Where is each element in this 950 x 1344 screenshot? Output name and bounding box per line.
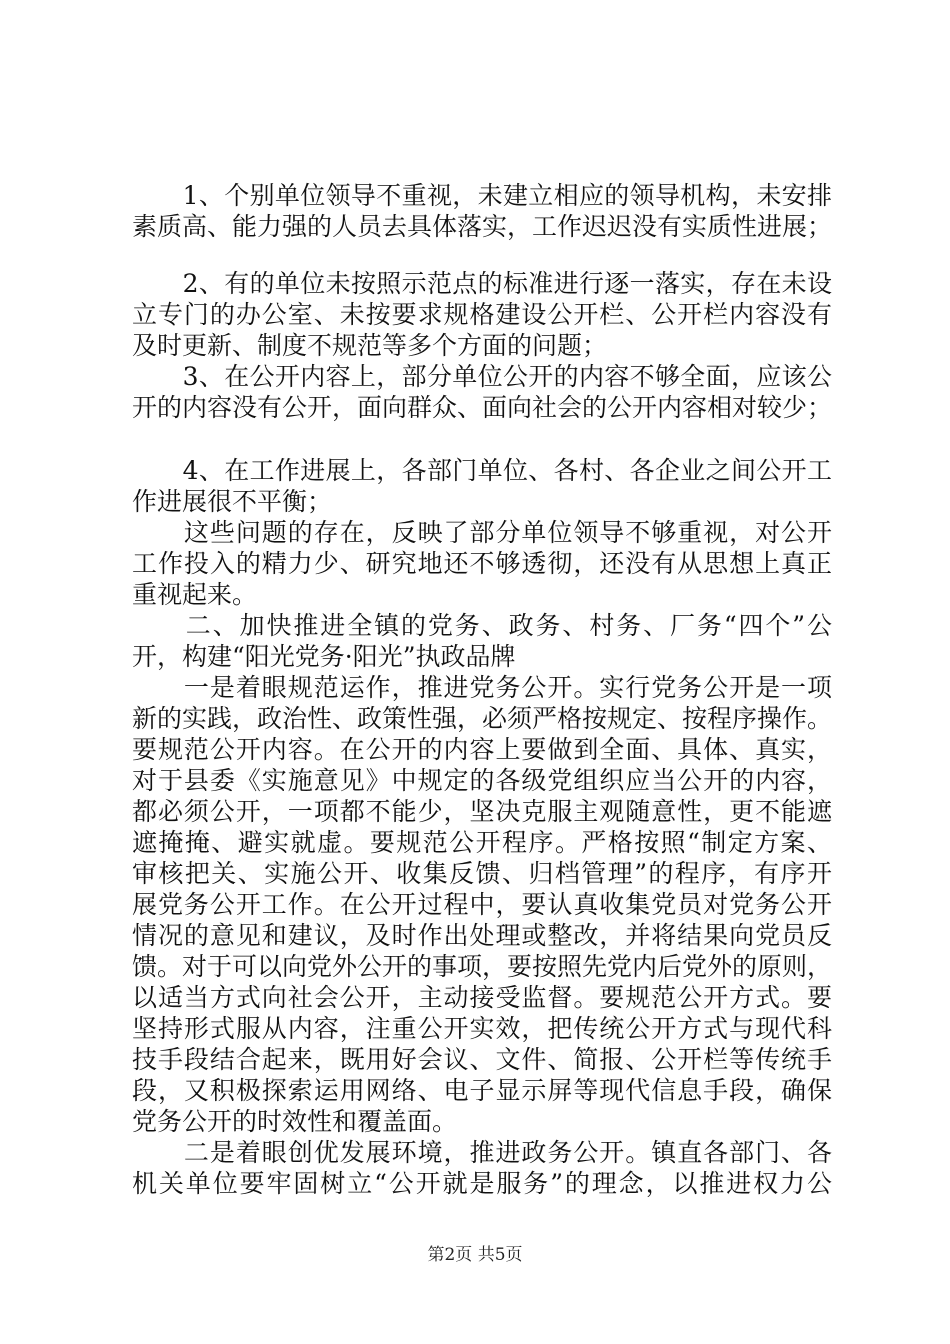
paragraph-line: 重视起来。 xyxy=(132,580,258,609)
paragraph-line: 以适当方式向社会公开，主动接受监督。要规范公开方式。要 xyxy=(132,983,832,1012)
page-number-footer: 第2页 共5页 xyxy=(427,1245,523,1265)
paragraph-line: 展党务公开工作。在公开过程中，要认真收集党员对党务公开 xyxy=(132,890,832,919)
paragraph-line: 二是着眼创优发展环境，推进政务公开。镇直各部门、各 xyxy=(132,1138,832,1167)
section-heading-line: 开，构建“阳光党务·阳光”执政品牌 xyxy=(132,642,516,671)
paragraph-line: 坚持形式服从内容，注重公开实效，把传统公开方式与现代科 xyxy=(132,1014,832,1043)
paragraph-line: 这些问题的存在，反映了部分单位领导不够重视，对公开 xyxy=(132,518,832,547)
paragraph-line: 机关单位要牢固树立“公开就是服务”的理念，以推进权力公 xyxy=(132,1169,832,1198)
paragraph-line: 新的实践，政治性、政策性强，必须严格按规定、按程序操作。 xyxy=(132,704,832,733)
paragraph-line: 馈。对于可以向党外公开的事项，要按照先党内后党外的原则， xyxy=(132,952,832,981)
paragraph-line: 素质高、能力强的人员去具体落实，工作迟迟没有实质性进展； xyxy=(132,212,832,241)
paragraph-line: 1、个别单位领导不重视，未建立相应的领导机构，未安排 xyxy=(132,181,832,210)
paragraph-line: 要规范公开内容。在公开的内容上要做到全面、具体、真实， xyxy=(132,735,832,764)
paragraph-line: 情况的意见和建议，及时作出处理或整改，并将结果向党员反 xyxy=(132,921,832,950)
paragraph-line: 作进展很不平衡； xyxy=(132,487,333,516)
paragraph-line: 都必须公开，一项都不能少，坚决克服主观随意性，更不能遮 xyxy=(132,797,832,826)
paragraph-line: 4、在工作进展上，各部门单位、各村、各企业之间公开工 xyxy=(132,456,832,485)
paragraph-line: 工作投入的精力少、研究地还不够透彻，还没有从思想上真正 xyxy=(132,549,832,578)
paragraph-line: 立专门的办公室、未按要求规格建设公开栏、公开栏内容没有 xyxy=(132,300,832,329)
paragraph-line: 2、有的单位未按照示范点的标准进行逐一落实，存在未设 xyxy=(132,269,832,298)
paragraph-line: 审核把关、实施公开、收集反馈、归档管理”的程序，有序开 xyxy=(132,859,832,888)
paragraph-line: 段，又积极探索运用网络、电子显示屏等现代信息手段，确保 xyxy=(132,1076,832,1105)
paragraph-line: 对于县委《实施意见》中规定的各级党组织应当公开的内容， xyxy=(132,766,832,795)
section-heading-line: 二、加快推进全镇的党务、政务、村务、厂务“四个”公 xyxy=(132,611,832,640)
paragraph-line: 一是着眼规范运作，推进党务公开。实行党务公开是一项 xyxy=(132,673,832,702)
paragraph-line: 技手段结合起来，既用好会议、文件、简报、公开栏等传统手 xyxy=(132,1045,832,1074)
paragraph-line: 遮掩掩、避实就虚。要规范公开程序。严格按照“制定方案、 xyxy=(132,828,832,857)
paragraph-line: 3、在公开内容上，部分单位公开的内容不够全面，应该公 xyxy=(132,362,832,391)
paragraph-line: 党务公开的时效性和覆盖面。 xyxy=(132,1107,458,1136)
paragraph-line: 开的内容没有公开，面向群众、面向社会的公开内容相对较少； xyxy=(132,393,832,422)
paragraph-line: 及时更新、制度不规范等多个方面的问题； xyxy=(132,331,608,360)
